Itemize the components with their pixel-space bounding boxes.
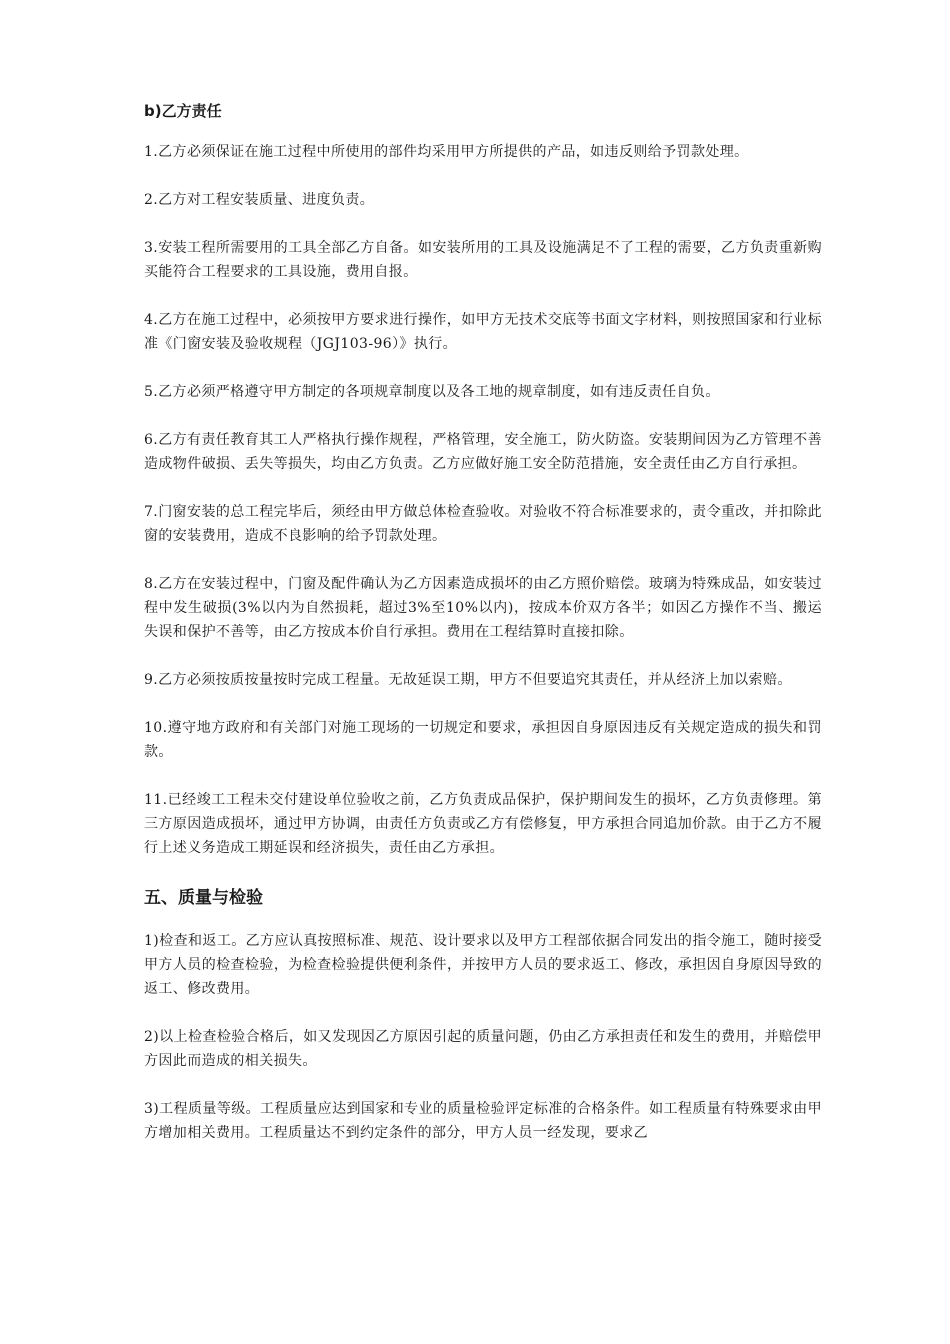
document-body: [144, 98, 822, 1169]
quality-heading: 五、质量与检验: [144, 888, 263, 908]
responsibility-item-6: 6.乙方有责任教育其工人严格执行操作规程，严格管理，安全施工，防火防盗。安装期间因为乙方管理不善造成物件破损、丢失等损失，均由乙方负责。乙方应做好施工安全防范措施，安全责任由乙方自行承担。: [144, 432, 822, 472]
quality-item-2: 2)以上检查检验合格后，如又发现因乙方原因引起的质量问题，仍由乙方承担责任和发生的费用，并赔偿甲方因此而造成的相关损失。: [144, 1029, 822, 1069]
responsibility-item-4: 4.乙方在施工过程中，必须按甲方要求进行操作，如甲方无技术交底等书面文字材料，则按照国家和行业标准《门窗安装及验收规程（JGJ103-96）》执行。: [144, 312, 822, 352]
responsibility-item-9: 9.乙方必须按质按量按时完成工程量。无故延误工期，甲方不但要追究其责任，并从经济上加以索赔。: [144, 672, 792, 688]
responsibility-item-10: 10.遵守地方政府和有关部门对施工现场的一切规定和要求，承担因自身原因违反有关规定造成的损失和罚款。: [144, 720, 822, 760]
responsibility-item-7: 7.门窗安装的总工程完毕后，须经由甲方做总体检查验收。对验收不符合标准要求的，责令重改，并扣除此窗的安装费用，造成不良影响的给予罚款处理。: [144, 504, 822, 544]
responsibility-item-5: 5.乙方必须严格遵守甲方制定的各项规章制度以及各工地的规章制度，如有违反责任自负。: [144, 384, 720, 400]
responsibility-item-1: 1.乙方必须保证在施工过程中所使用的部件均采用甲方所提供的产品，如违反则给予罚款处理。: [144, 144, 749, 160]
responsibility-item-8: 8.乙方在安装过程中，门窗及配件确认为乙方因素造成损坏的由乙方照价赔偿。玻璃为特殊成品，如安装过程中发生破损(3%以内为自然损耗，超过3%至10%以内)，按成本价双方各半；如因乙方操作不当、搬运失误和保护不善等，由乙方按成本价自行承担。费用在工程结算时直接扣除。: [144, 576, 822, 640]
quality-item-1: 1)检查和返工。乙方应认真按照标准、规范、设计要求以及甲方工程部依据合同发出的指令施工，随时接受甲方人员的检查检验，为检查检验提供便利条件，并按甲方人员的要求返工、修改，承担因自身原因导致的返工、修改费用。: [144, 933, 822, 997]
responsibility-item-2: 2.乙方对工程安装质量、进度负责。: [144, 192, 375, 208]
quality-item-3: 3)工程质量等级。工程质量应达到国家和专业的质量检验评定标准的合格条件。如工程质量有特殊要求由甲方增加相关费用。工程质量达不到约定条件的部分，甲方人员一经发现，要求乙: [144, 1101, 822, 1141]
responsibility-item-3: 3.安装工程所需要用的工具全部乙方自备。如安装所用的工具及设施满足不了工程的需要，乙方负责重新购买能符合工程要求的工具设施，费用自报。: [144, 240, 822, 280]
responsibility-heading: b)乙方责任: [144, 102, 222, 120]
responsibility-item-11: 11.已经竣工工程未交付建设单位验收之前，乙方负责成品保护，保护期间发生的损坏，乙方负责修理。第三方原因造成损坏，通过甲方协调，由责任方负责或乙方有偿修复，甲方承担合同追加价款。由于乙方不履行上述义务造成工期延误和经济损失，责任由乙方承担。: [144, 792, 822, 856]
